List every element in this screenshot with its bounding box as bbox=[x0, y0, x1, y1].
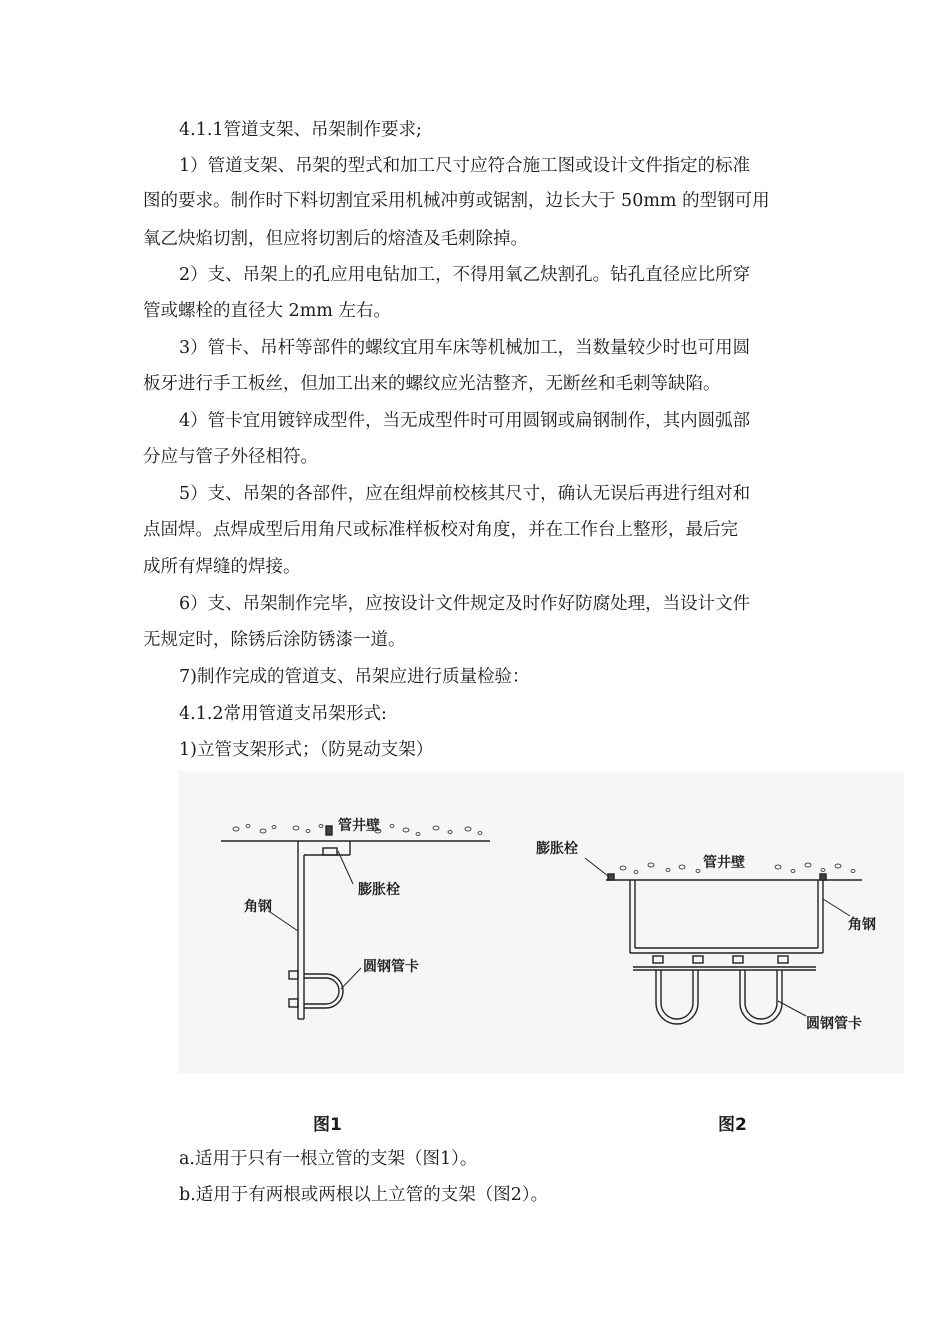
paragraph-line: 无规定时，除锈后涂防锈漆一道。 bbox=[143, 630, 406, 650]
paragraph-line: 管或螺栓的直径大 2mm 左右。 bbox=[143, 301, 391, 321]
caption-fig2: 图2 bbox=[718, 1115, 747, 1135]
fig1-label-angle: 角钢 bbox=[244, 899, 272, 915]
heading-4-1-1: 4.1.1管道支架、吊架制作要求; bbox=[179, 120, 422, 140]
fig1-label-clamp: 圆钢管卡 bbox=[363, 959, 419, 975]
fig1-label-bolt: 膨胀栓 bbox=[358, 882, 400, 898]
support-diagram bbox=[178, 771, 904, 1073]
fig2-label-clamp: 圆钢管卡 bbox=[806, 1016, 862, 1032]
paragraph-line: 6）支、吊架制作完毕，应按设计文件规定及时作好防腐处理，当设计文件 bbox=[179, 594, 751, 614]
paragraph-line: 2）支、吊架上的孔应用电钻加工，不得用氧乙炔割孔。钻孔直径应比所穿 bbox=[179, 265, 751, 285]
paragraph-line: 4）管卡宜用镀锌成型件，当无成型件时可用圆钢或扁钢制作，其内圆弧部 bbox=[179, 411, 751, 431]
fig2-label-bolt: 膨胀栓 bbox=[536, 841, 578, 857]
subheading-riser-support: 1)立管支架形式；（防晃动支架） bbox=[179, 740, 434, 760]
paragraph-line: 氧乙炔焰切割，但应将切割后的熔渣及毛刺除掉。 bbox=[143, 229, 528, 249]
fig2-diagram bbox=[585, 858, 862, 1024]
support-diagram-figure bbox=[178, 771, 904, 1073]
fig1-diagram bbox=[221, 825, 490, 1020]
paragraph-line: 图的要求。制作时下料切割宜采用机械冲剪或锯割，边长大于 50mm 的型钢可用 bbox=[143, 191, 770, 211]
paragraph-line: 分应与管子外径相符。 bbox=[143, 447, 318, 467]
heading-4-1-2: 4.1.2常用管道支吊架形式: bbox=[179, 704, 387, 724]
fig2-label-wall: 管井壁 bbox=[703, 855, 745, 871]
caption-fig1: 图1 bbox=[313, 1115, 342, 1135]
note-a: a.适用于只有一根立管的支架（图1）。 bbox=[179, 1149, 478, 1169]
fig1-label-wall: 管井壁 bbox=[338, 818, 380, 834]
paragraph-line: 成所有焊缝的焊接。 bbox=[143, 557, 301, 577]
paragraph-line: 板牙进行手工板丝，但加工出来的螺纹应光洁整齐，无断丝和毛刺等缺陷。 bbox=[143, 374, 721, 394]
note-b: b.适用于有两根或两根以上立管的支架（图2）。 bbox=[179, 1185, 549, 1205]
fig2-label-angle: 角钢 bbox=[848, 917, 876, 933]
paragraph-line: 3）管卡、吊杆等部件的螺纹宜用车床等机械加工，当数量较少时也可用圆 bbox=[179, 338, 751, 358]
paragraph-line: 点固焊。点焊成型后用角尺或标准样板校对角度，并在工作台上整形，最后完 bbox=[143, 520, 738, 540]
paragraph-line: 7)制作完成的管道支、吊架应进行质量检验： bbox=[179, 667, 530, 687]
paragraph-line: 5）支、吊架的各部件，应在组焊前校核其尺寸，确认无误后再进行组对和 bbox=[179, 484, 751, 504]
paragraph-line: 1）管道支架、吊架的型式和加工尺寸应符合施工图或设计文件指定的标准 bbox=[179, 156, 751, 176]
